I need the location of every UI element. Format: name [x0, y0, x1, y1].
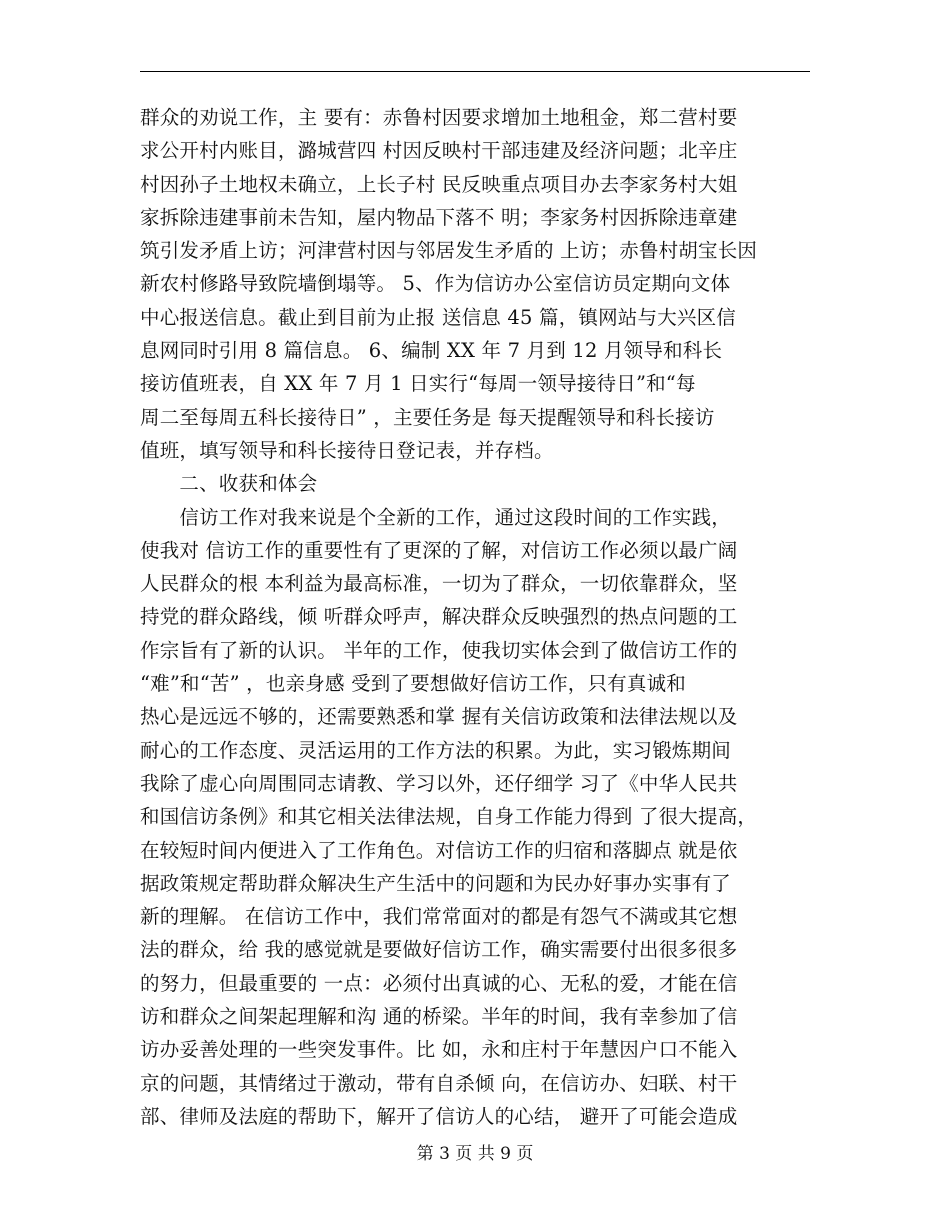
text-line: 的努力，但最重要的 一点：必须付出真诚的心、无私的爱，才能在信: [140, 971, 738, 995]
text-line: 求公开村内账目，潞城营四 村因反映村干部违建及经济问题；北辛庄: [140, 139, 738, 163]
text-line: 作宗旨有了新的认识。 半年的工作，使我切实体会到了做信访工作的: [140, 638, 738, 662]
text-line: 息网同时引用 8 篇信息。 6、编制 XX 年 7 月到 12 月领导和科长: [140, 339, 723, 363]
section-heading: 二、收获和体会: [140, 472, 318, 496]
text-line: 在较短时间内便进入了工作角色。对信访工作的归宿和落脚点 就是依: [140, 838, 738, 862]
text-line: 村因孙子土地权未确立，上长子村 民反映重点项目办去李家务村大姐: [140, 172, 738, 196]
text-line: “难”和“苦” ，也亲身感 受到了要想做好信访工作，只有真诚和: [140, 672, 686, 696]
text-line: 据政策规定帮助群众解决生产生活中的问题和为民办好事办实事有了: [140, 871, 732, 895]
text-line: 中心报送信息。截止到目前为止报 送信息 45 篇，镇网站与大兴区信: [140, 305, 737, 329]
body-text: [140, 101, 820, 1133]
text-line: 热心是远远不够的，还需要熟悉和掌 握有关信访政策和法律法规以及: [140, 705, 738, 729]
text-line: 新的理解。 在信访工作中，我们常常面对的都是有怨气不满或其它想: [140, 905, 738, 929]
text-line: 耐心的工作态度、灵活运用的工作方法的积累。为此，实习锻炼期间: [140, 738, 732, 762]
text-line: 访办妥善处理的一些突发事件。比 如，永和庄村于年慧因户口不能入: [140, 1038, 738, 1062]
header-rule: [140, 71, 810, 72]
text-line: 部、律师及法庭的帮助下，解开了信访人的心结， 避开了可能会造成: [140, 1104, 738, 1128]
text-line: 接访值班表，自 XX 年 7 月 1 日实行“每周一领导接待日”和“每: [140, 372, 696, 396]
text-line: 周二至每周五科长接待日” ，主要任务是 每天提醒领导和科长接访: [140, 405, 715, 429]
text-line: 访和群众之间架起理解和沟 通的桥梁。半年的时间，我有幸参加了信: [140, 1005, 738, 1029]
text-line: 使我对 信访工作的重要性有了更深的了解，对信访工作必须以最广阔: [140, 538, 738, 562]
page-number-footer: 第 3 页 共 9 页: [416, 1144, 534, 1164]
text-line: 值班，填写领导和科长接待日登记表，并存档。: [140, 438, 554, 462]
text-line: 筑引发矛盾上访；河津营村因与邻居发生矛盾的 上访；赤鲁村胡宝长因: [140, 239, 758, 263]
text-line: 信访工作对我来说是个全新的工作，通过这段时间的工作实践，: [140, 505, 732, 529]
text-line: 和国信访条例》和其它相关法律法规，自身工作能力得到 了很大提高，: [140, 805, 758, 829]
text-line: 人民群众的根 本利益为最高标准，一切为了群众，一切依靠群众，坚: [140, 572, 738, 596]
text-line: 京的问题，其情绪过于激动，带有自杀倾 向，在信访办、妇联、村干: [140, 1071, 738, 1095]
text-line: 家拆除违建事前未告知，屋内物品下落不 明；李家务村因拆除违章建: [140, 205, 738, 229]
text-line: 法的群众，给 我的感觉就是要做好信访工作，确实需要付出很多很多: [140, 938, 738, 962]
text-line: 群众的劝说工作，主 要有：赤鲁村因要求增加土地租金，郑二营村要: [140, 106, 738, 129]
text-line: 我除了虚心向周围同志请教、学习以外，还仔细学 习了《中华人民共: [140, 771, 738, 795]
text-line: 新农村修路导致院墙倒塌等。 5、作为信访办公室信访员定期向文体: [140, 272, 731, 296]
text-line: 持党的群众路线，倾 听群众呼声，解决群众反映强烈的热点问题的工: [140, 605, 738, 629]
